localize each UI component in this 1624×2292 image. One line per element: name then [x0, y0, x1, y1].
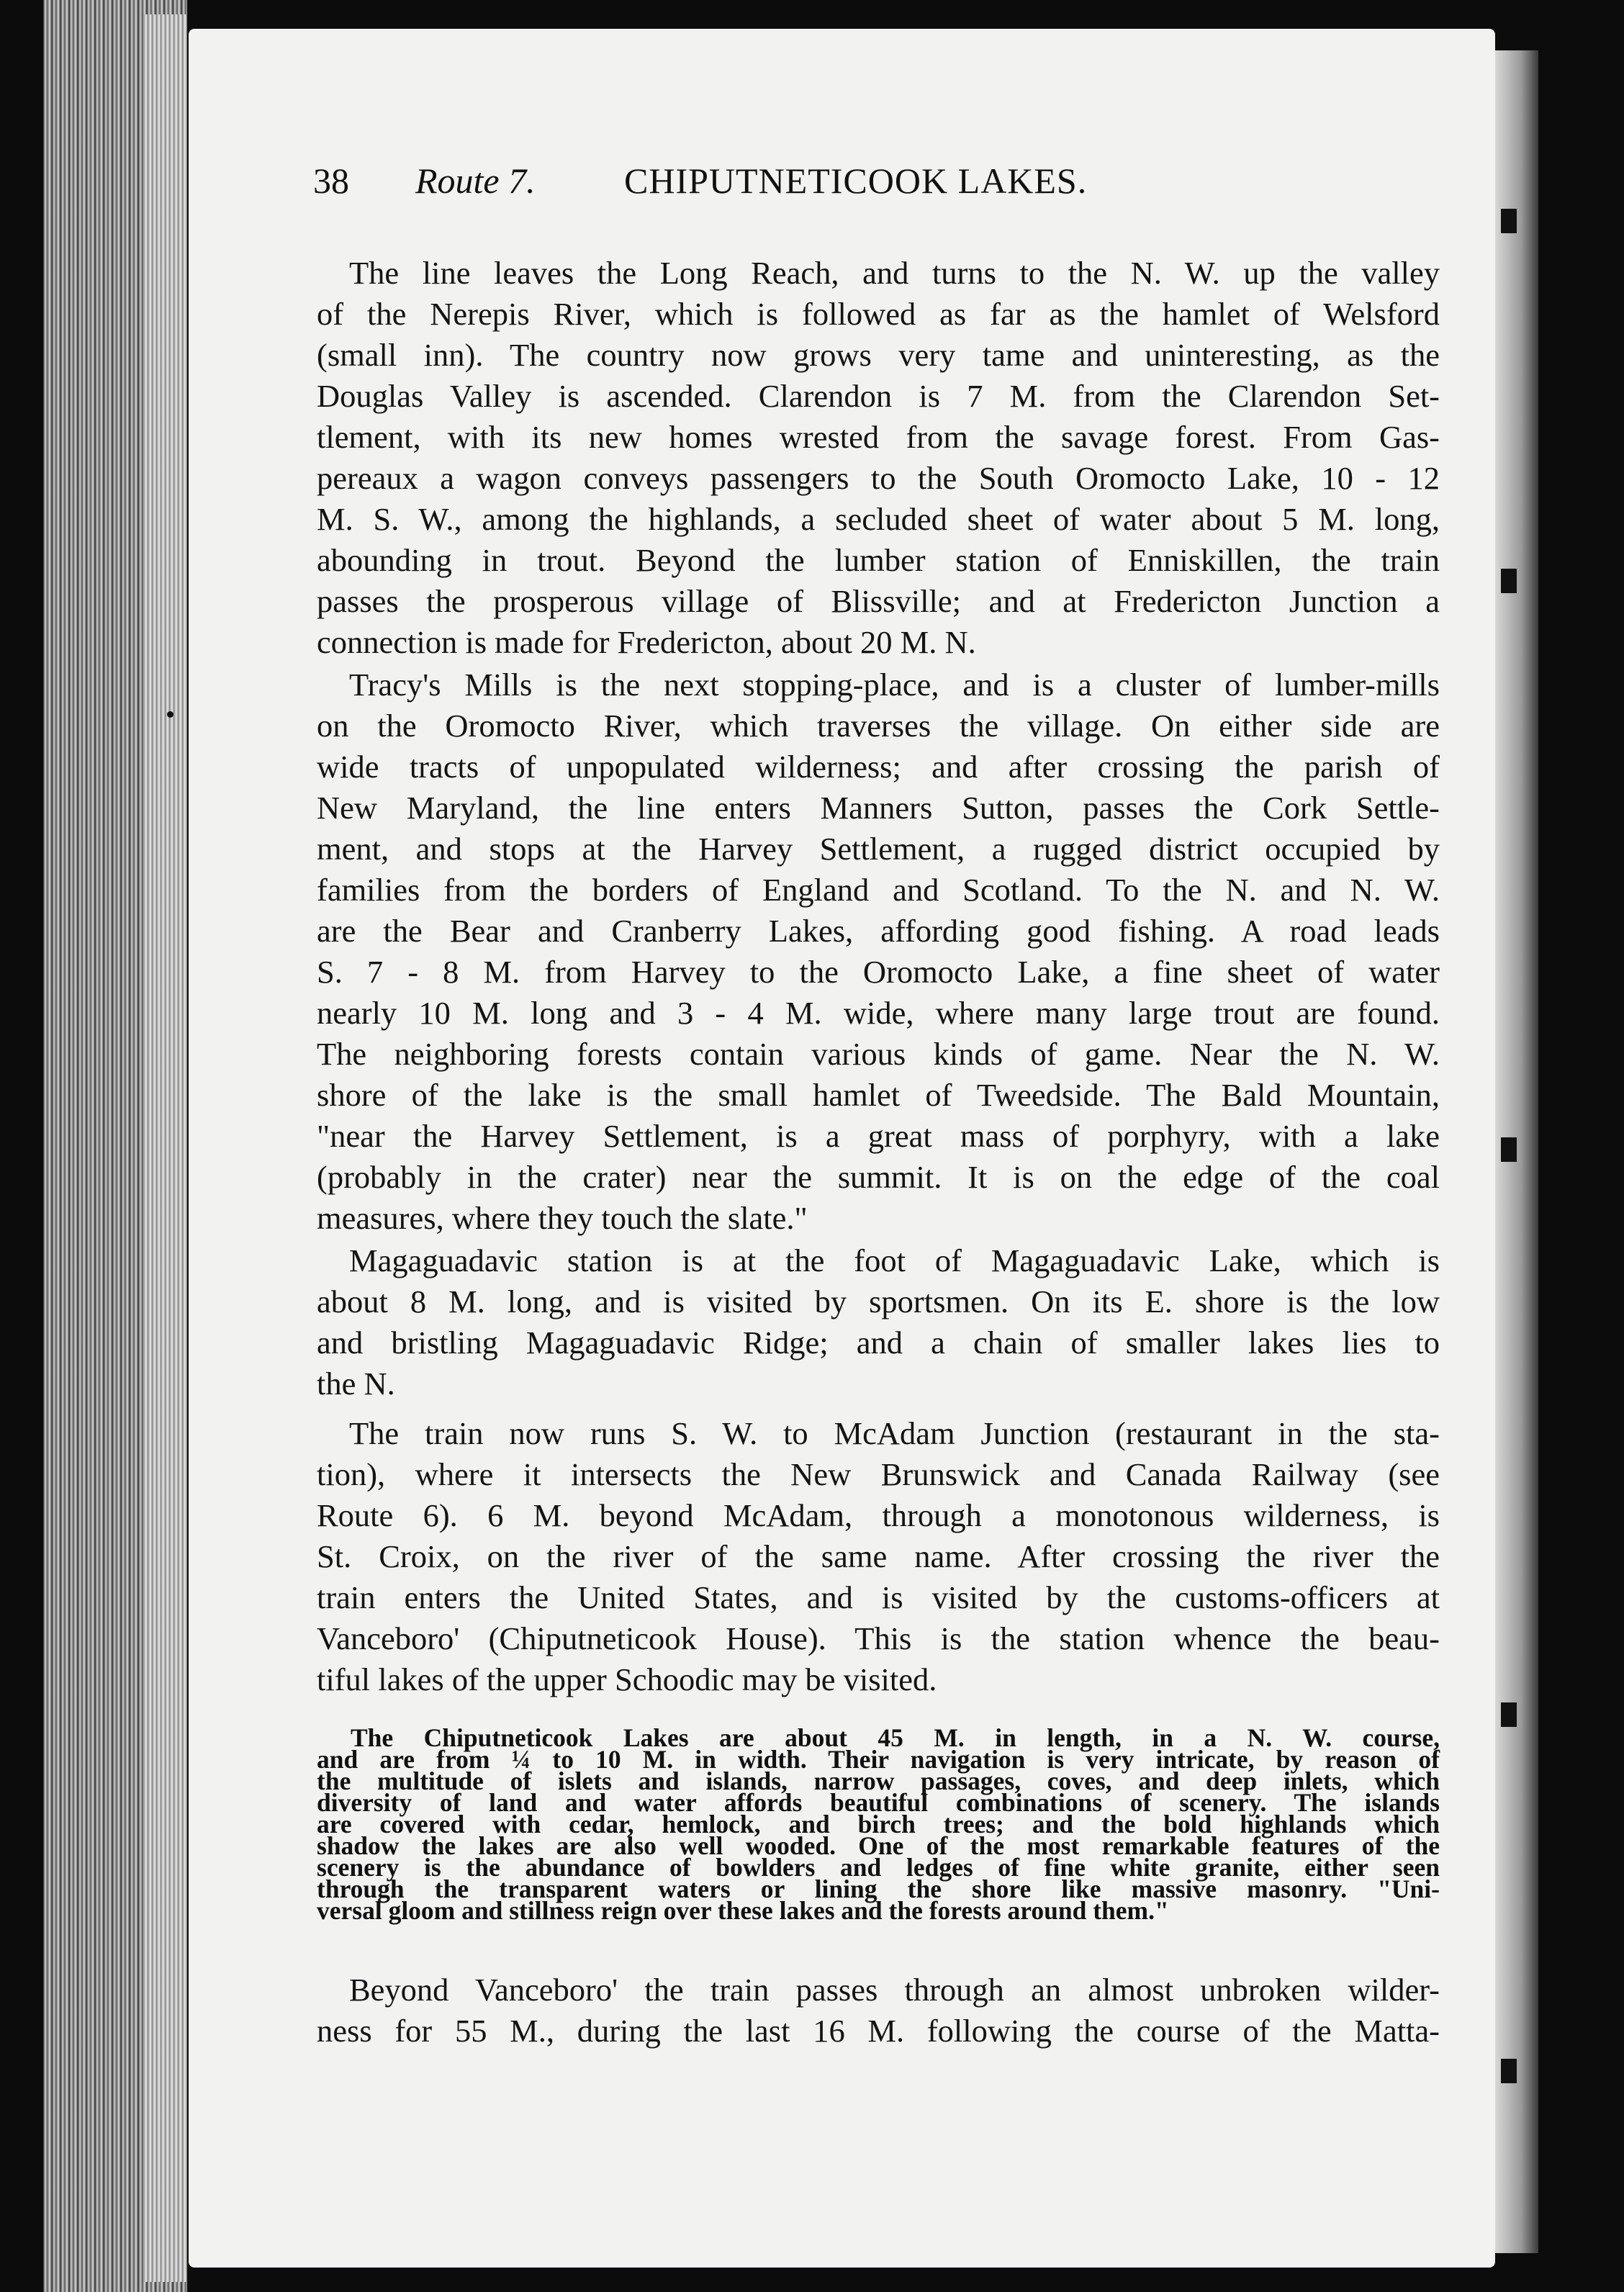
text-line: "near the Harvey Settlement, is a great mass of porphyry, with a lake: [317, 1118, 1440, 1154]
page-number: 38: [313, 161, 349, 201]
page-tab-marker: [1501, 209, 1517, 233]
small-print-line: the multitude of islets and islands, narrow passages, coves, and deep inlets, which: [317, 1767, 1440, 1795]
small-print-line: versal gloom and stillness reign over these lakes and the forests around them.": [317, 1896, 1169, 1925]
page-tab-marker: [1501, 2059, 1517, 2083]
text-line: Beyond Vanceboro' the train passes through an almost unbroken wilder-: [349, 1972, 1440, 2008]
text-line: passes the prosperous village of Blissville; and at Fredericton Junction a: [317, 583, 1440, 619]
small-print-line: diversity of land and water affords beautiful combinations of scenery. The islands: [317, 1788, 1440, 1817]
text-line: about 8 M. long, and is visited by sportsmen. On its E. shore is the low: [317, 1283, 1440, 1319]
text-line: on the Oromocto River, which traverses the village. On either side are: [317, 708, 1440, 744]
small-print-line: shadow the lakes are also well wooded. One of the most remarkable features of the: [317, 1831, 1440, 1860]
small-print-line: and are from ¼ to 10 M. in width. Their navigation is very intricate, by reason of: [317, 1745, 1440, 1774]
text-line: (small inn). The country now grows very tame and uninteresting, as the: [317, 337, 1440, 373]
page-tab-marker: [1501, 1702, 1517, 1727]
small-print-line: through the transparent waters or lining the shore like massive masonry. "Uni-: [317, 1874, 1440, 1903]
page-tab-marker: [1501, 569, 1517, 593]
small-print-line: The Chiputneticook Lakes are about 45 M. in length, in a N. W. course,: [351, 1723, 1440, 1752]
page-title: CHIPUTNETICOOK LAKES.: [624, 161, 1088, 201]
small-print-line: are covered with cedar, hemlock, and birch trees; and the bold highlands which: [317, 1810, 1440, 1838]
text-line: Vanceboro' (Chiputneticook House). This is the station whence the beau-: [317, 1620, 1440, 1656]
text-line: pereaux a wagon conveys passengers to the South Oromocto Lake, 10 - 12: [317, 460, 1440, 496]
text-line: tlement, with its new homes wrested from the savage forest. From Gas-: [317, 419, 1440, 455]
small-print-line: scenery is the abundance of bowlders and ledges of fine white granite, either seen: [317, 1853, 1440, 1882]
margin-dot: [167, 711, 173, 718]
text-line: connection is made for Fredericton, about 20 M. N.: [317, 624, 976, 660]
text-line: tiful lakes of the upper Schoodic may be visited.: [317, 1661, 937, 1697]
text-line: Route 6). 6 M. beyond McAdam, through a monotonous wilderness, is: [317, 1497, 1440, 1533]
text-line: S. 7 - 8 M. from Harvey to the Oromocto Lake, a fine sheet of water: [317, 954, 1440, 990]
text-line: tion), where it intersects the New Brunswick and Canada Railway (see: [317, 1456, 1440, 1492]
text-line: ment, and stops at the Harvey Settlement, a rugged district occupied by: [317, 831, 1440, 867]
text-line: ness for 55 M., during the last 16 M. following the course of the Matta-: [317, 2013, 1440, 2049]
text-line: New Maryland, the line enters Manners Sutton, passes the Cork Settle-: [317, 790, 1440, 826]
text-line: The train now runs S. W. to McAdam Junction (restaurant in the sta-: [349, 1415, 1440, 1451]
running-header: [313, 160, 1465, 210]
text-line: shore of the lake is the small hamlet of Tweedside. The Bald Mountain,: [317, 1077, 1440, 1113]
text-line: nearly 10 M. long and 3 - 4 M. wide, where many large trout are found.: [317, 995, 1440, 1031]
book-page-edges-inner: [144, 14, 187, 2282]
text-line: Magaguadavic station is at the foot of Magaguadavic Lake, which is: [349, 1242, 1440, 1278]
text-line: abounding in trout. Beyond the lumber station of Enniskillen, the train: [317, 542, 1440, 578]
text-line: M. S. W., among the highlands, a secluded sheet of water about 5 M. long,: [317, 501, 1440, 537]
text-line: train enters the United States, and is visited by the customs-officers at: [317, 1579, 1440, 1615]
page-tab-marker: [1501, 1137, 1517, 1162]
text-line: (probably in the crater) near the summit. It is on the edge of the coal: [317, 1159, 1440, 1195]
text-line: the N.: [317, 1366, 395, 1402]
text-line: of the Nerepis River, which is followed as far as the hamlet of Welsford: [317, 296, 1440, 332]
text-line: St. Croix, on the river of the same name. After crossing the river the: [317, 1538, 1440, 1574]
text-line: and bristling Magaguadavic Ridge; and a chain of smaller lakes lies to: [317, 1325, 1440, 1361]
text-line: The neighboring forests contain various kinds of game. Near the N. W.: [317, 1036, 1440, 1072]
route-label: Route 7.: [415, 161, 536, 201]
text-line: The line leaves the Long Reach, and turns to the N. W. up the valley: [349, 255, 1440, 291]
text-line: families from the borders of England and Scotland. To the N. and N. W.: [317, 872, 1440, 908]
text-line: Douglas Valley is ascended. Clarendon is 7 M. from the Clarendon Set-: [317, 378, 1440, 414]
text-line: are the Bear and Cranberry Lakes, affording good fishing. A road leads: [317, 913, 1440, 949]
text-line: Tracy's Mills is the next stopping-place, and is a cluster of lumber-mills: [349, 667, 1440, 703]
text-line: wide tracts of unpopulated wilderness; and after crossing the parish of: [317, 749, 1440, 785]
text-line: measures, where they touch the slate.": [317, 1200, 808, 1236]
